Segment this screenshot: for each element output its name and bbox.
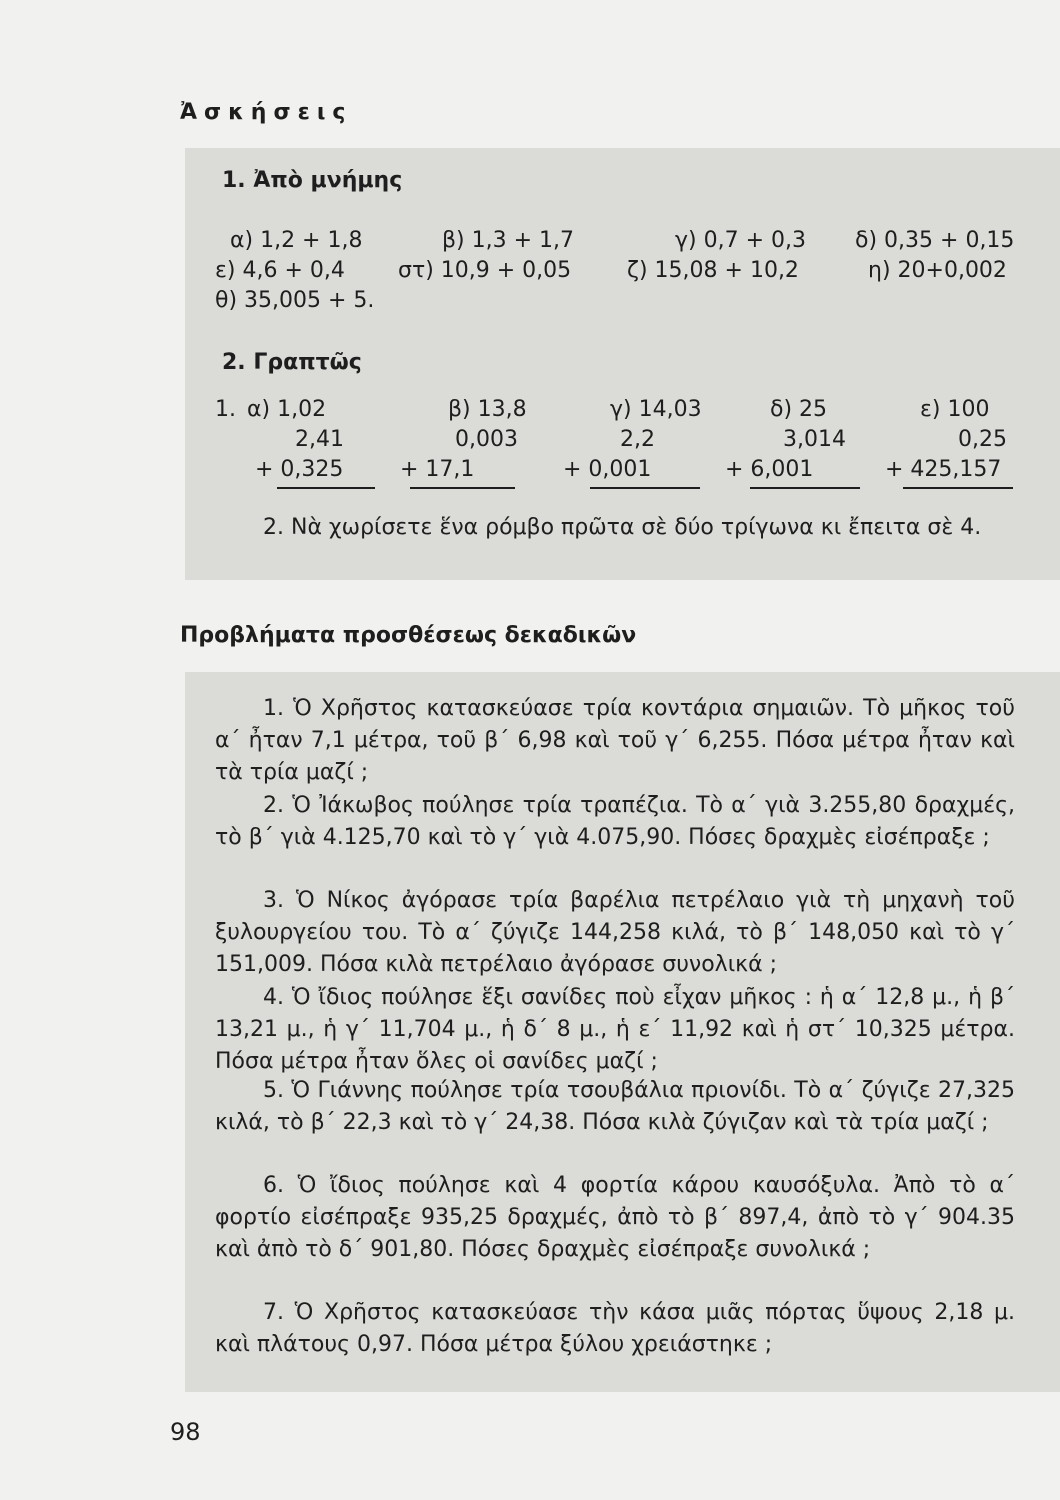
addition-b-second: 0,003 xyxy=(455,427,518,452)
problem-1: 1. Ὁ Χρῆστος κατασκεύασε τρία κοντάρια σημαιῶν. Τὸ μῆκος τοῦ α΄ ἦταν 7,1 μέτρα, τοῦ β΄ 6,98 καὶ τοῦ γ΄ 6,255. Πόσα μέτρα ἦταν καὶ τὰ τρία μαζί ; xyxy=(215,696,1015,785)
section-memory-title: 1. Ἀπὸ μνήμης xyxy=(222,168,403,193)
memory-line-2 xyxy=(215,258,1015,288)
page-number: 98 xyxy=(170,1418,201,1446)
addition-d-sum-line xyxy=(750,487,860,489)
addition-d-third: + 6,001 xyxy=(725,457,814,482)
problem-5: 5. Ὁ Γιάννης πούλησε τρία τσουβάλια πριονίδι. Τὸ α΄ ζύγιζε 27,325 κιλά, τὸ β΄ 22,3 καὶ τὸ γ΄ 24,38. Πόσα κιλὰ ζύγιζαν καὶ τὰ τρία μαζί ; xyxy=(215,1078,1015,1135)
problems-title: Προβλήματα προσθέσεως δεκαδικῶν xyxy=(180,623,637,648)
addition-c-sum-line xyxy=(590,487,700,489)
written-exercise-number: 1. xyxy=(215,397,236,422)
memory-item-c: γ) 0,7 + 0,3 xyxy=(675,228,806,253)
addition-a-label: α) 1,02 xyxy=(247,397,327,422)
addition-d-label: δ) 25 xyxy=(770,397,828,422)
addition-c-second: 2,2 xyxy=(620,427,655,452)
memory-item-b: β) 1,3 + 1,7 xyxy=(442,228,575,253)
addition-b-third: + 17,1 xyxy=(400,457,475,482)
problem-2: 2. Ὁ Ἰάκωβος πούλησε τρία τραπέζια. Τὸ α΄ γιὰ 3.255,80 δραχμές, τὸ β΄ γιὰ 4.125,70 καὶ τὸ γ΄ γιὰ 4.075,90. Πόσες δραχμὲς εἰσέπραξε ; xyxy=(215,793,1015,850)
written-exercise-2: 2. Νὰ χωρίσετε ἕνα ρόμβο πρῶτα σὲ δύο τρίγωνα κι ἔπειτα σὲ 4. xyxy=(263,515,982,540)
addition-a-sum-line xyxy=(277,487,375,489)
addition-c-third: + 0,001 xyxy=(563,457,652,482)
problem-6: 6. Ὁ ἴδιος πούλησε καὶ 4 φορτία κάρου καυσόξυλα. Ἀπὸ τὸ α΄ φορτίο εἰσέπραξε 935,25 δραχμές, ἀπὸ τὸ β΄ 897,4, ἀπὸ τὸ γ΄ 904.35 καὶ ἀπὸ τὸ δ΄ 901,80. Πόσες δραχμὲς εἰσέπραξε συνολικά ; xyxy=(215,1173,1015,1262)
memory-item-z: ζ) 15,08 + 10,2 xyxy=(627,258,799,283)
memory-item-a: α) 1,2 + 1,8 xyxy=(230,228,363,253)
addition-e-third: + 425,157 xyxy=(885,457,1002,482)
memory-item-th: θ) 35,005 + 5. xyxy=(215,288,375,313)
exercises-heading: Ἀσκήσεις xyxy=(180,100,353,125)
addition-e-sum-line xyxy=(903,487,1013,489)
problem-4: 4. Ὁ ἴδιος πούλησε ἕξι σανίδες ποὺ εἶχαν μῆκος : ἡ α΄ 12,8 μ., ἡ β΄ 13,21 μ., ἡ γ΄ 11,704 μ., ἡ δ΄ 8 μ., ἡ ε΄ 11,92 καὶ ἡ στ΄ 10,325 μέτρα. Πόσα μέτρα ἦταν ὅλες οἱ σανίδες μαζί ; xyxy=(215,985,1015,1074)
memory-item-st: στ) 10,9 + 0,05 xyxy=(398,258,572,283)
addition-e-second: 0,25 xyxy=(958,427,1007,452)
addition-a-second: 2,41 xyxy=(295,427,344,452)
addition-labels-row xyxy=(215,397,1015,427)
addition-b-sum-line xyxy=(410,487,515,489)
memory-item-h: η) 20+0,002 xyxy=(868,258,1007,283)
addition-a-third: + 0,325 xyxy=(255,457,344,482)
addition-c-label: γ) 14,03 xyxy=(610,397,702,422)
memory-line-1 xyxy=(215,228,1015,258)
addition-d-second: 3,014 xyxy=(783,427,846,452)
addition-second-row xyxy=(215,427,1015,457)
memory-item-e: ε) 4,6 + 0,4 xyxy=(215,258,345,283)
addition-b-label: β) 13,8 xyxy=(448,397,527,422)
memory-line-3 xyxy=(215,288,1015,318)
section-written-title: 2. Γραπτῶς xyxy=(222,350,362,375)
memory-item-d: δ) 0,35 + 0,15 xyxy=(855,228,1015,253)
problem-7: 7. Ὁ Χρῆστος κατασκεύασε τὴν κάσα μιᾶς πόρτας ὕψους 2,18 μ. καὶ πλάτους 0,97. Πόσα μέτρα ξύλου χρειάστηκε ; xyxy=(215,1300,1015,1357)
problem-3: 3. Ὁ Νίκος ἀγόρασε τρία βαρέλια πετρέλαιο γιὰ τὴ μηχανὴ τοῦ ξυλουργείου του. Τὸ α΄ ζύγιζε 144,258 κιλά, τὸ β΄ 148,050 καὶ τὸ γ΄ 151,009. Πόσα κιλὰ πετρέλαιο ἀγόρασε συνολικά ; xyxy=(215,888,1015,977)
addition-third-row xyxy=(215,457,1015,487)
addition-e-label: ε) 100 xyxy=(920,397,990,422)
